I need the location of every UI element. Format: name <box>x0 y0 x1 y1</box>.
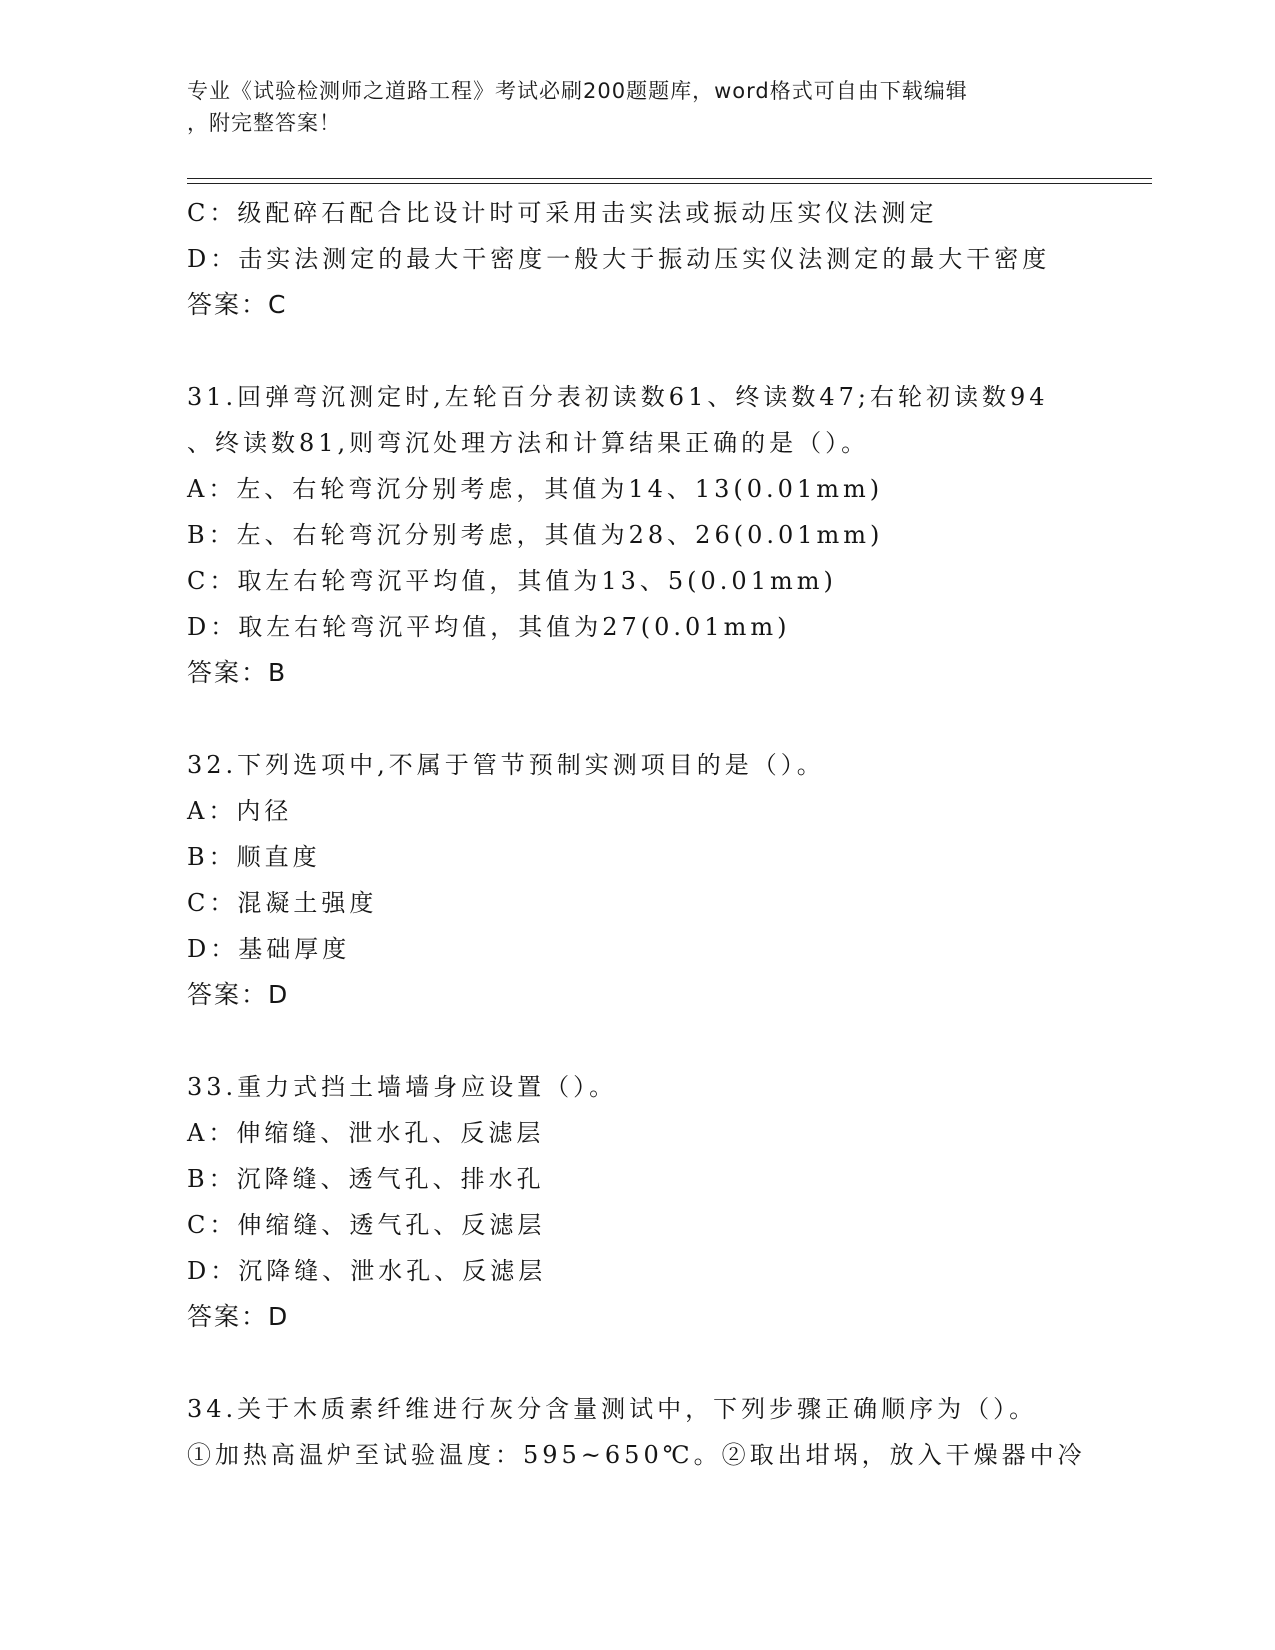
question-31 <box>187 374 1087 696</box>
header-line-2: ，附完整答案！ <box>187 111 341 135</box>
option-a: A：左、右轮弯沉分别考虑，其值为14、13(0.01mm) <box>187 475 884 503</box>
option-c: C：伸缩缝、透气孔、反滤层 <box>187 1211 546 1239</box>
option-c: C：混凝土强度 <box>187 889 378 917</box>
option-d: D：取左右轮弯沉平均值，其值为27(0.01mm) <box>187 613 791 641</box>
option-a: A：伸缩缝、泄水孔、反滤层 <box>187 1119 545 1147</box>
header-divider-bottom <box>187 183 1152 184</box>
question-stem: 32.下列选项中,不属于管节预制实测项目的是（）。 <box>187 751 825 779</box>
question-stem: 34.关于木质素纤维进行灰分含量测试中，下列步骤正确顺序为（）。 <box>187 1395 1038 1423</box>
option-c: C：级配碎石配合比设计时可采用击实法或振动压实仪法测定 <box>187 199 938 227</box>
option-b: B：沉降缝、透气孔、排水孔 <box>187 1165 545 1193</box>
previous-question-tail <box>187 190 1087 328</box>
answer-line: 答案：D <box>187 980 290 1009</box>
option-d: D：击实法测定的最大干密度一般大于振动压实仪法测定的最大干密度 <box>187 245 1051 273</box>
header-divider-top <box>187 178 1152 179</box>
answer-line: 答案：B <box>187 658 288 687</box>
question-stem: 31.回弹弯沉测定时,左轮百分表初读数61、终读数47;右轮初读数94 <box>187 383 1049 411</box>
answer-line: 答案：C <box>187 290 288 319</box>
option-b: B：左、右轮弯沉分别考虑，其值为28、26(0.01mm) <box>187 521 884 549</box>
option-d: D：基础厚度 <box>187 935 351 963</box>
spacer <box>187 1340 1087 1386</box>
question-stem-continued: 、终读数81,则弯沉处理方法和计算结果正确的是（）。 <box>187 429 870 457</box>
document-header <box>187 75 1077 139</box>
question-stem-continued: ①加热高温炉至试验温度：595~650℃。②取出坩埚，放入干燥器中冷 <box>187 1441 1086 1469</box>
option-c: C：取左右轮弯沉平均值，其值为13、5(0.01mm) <box>187 567 837 595</box>
question-32 <box>187 742 1087 1018</box>
question-34 <box>187 1386 1087 1478</box>
header-line-1: 专业《试验检测师之道路工程》考试必刷200题题库，word格式可自由下载编辑 <box>187 79 968 103</box>
spacer <box>187 696 1087 742</box>
question-33 <box>187 1064 1087 1340</box>
question-content <box>187 190 1087 1478</box>
option-a: A：内径 <box>187 797 293 825</box>
spacer <box>187 1018 1087 1064</box>
question-stem: 33.重力式挡土墙墙身应设置（）。 <box>187 1073 618 1101</box>
option-b: B：顺直度 <box>187 843 321 871</box>
answer-line: 答案：D <box>187 1302 290 1331</box>
spacer <box>187 328 1087 374</box>
option-d: D：沉降缝、泄水孔、反滤层 <box>187 1257 547 1285</box>
